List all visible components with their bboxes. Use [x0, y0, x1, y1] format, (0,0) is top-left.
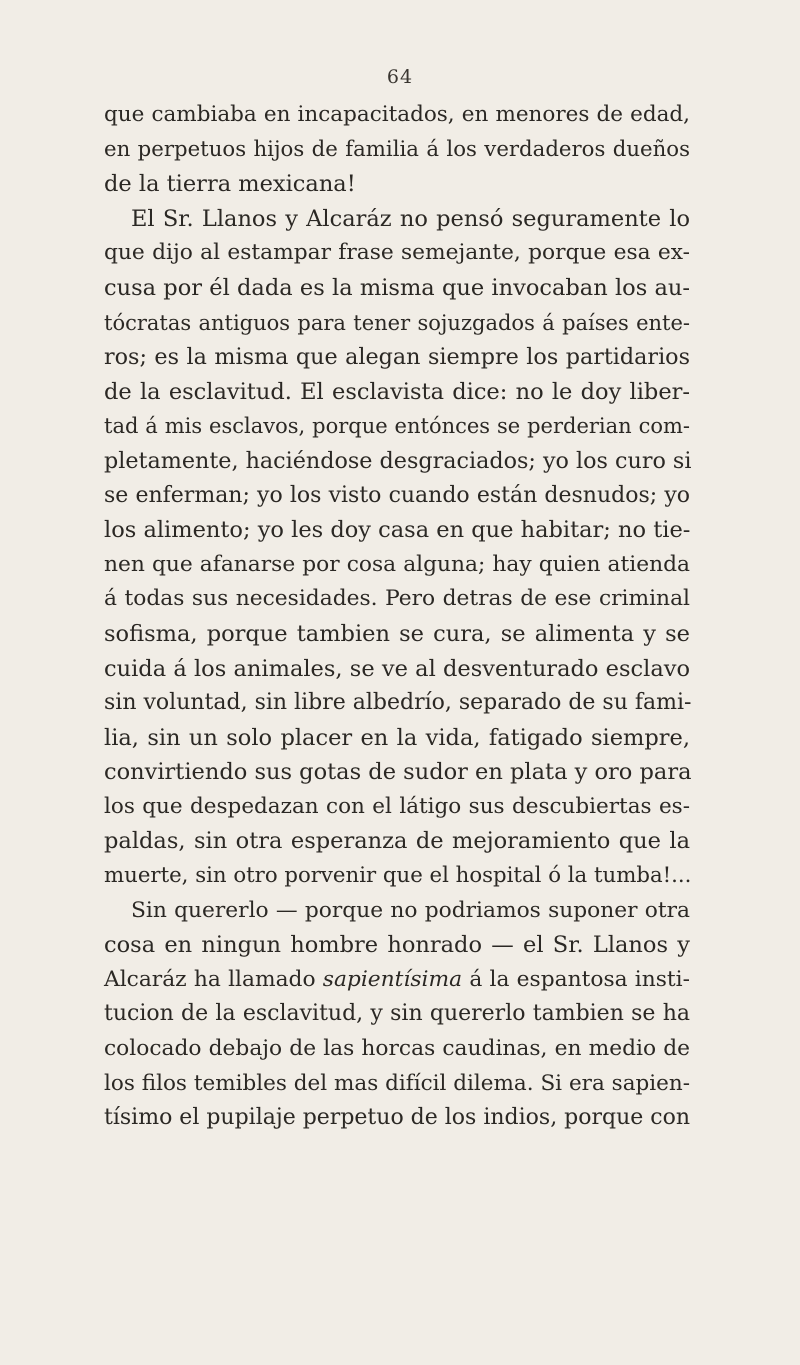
text-fragment: Alcaráz ha llamado [104, 966, 316, 992]
text-line: convirtiendo sus gotas de sudor en plata y oro para [104, 759, 692, 786]
text-line: de la esclavitud. El esclavista dice: no le doy liber- [104, 378, 690, 405]
text-line: colocado debajo de las horcas caudinas, en medio de [104, 1036, 690, 1062]
text-line: que cambiaba en incapacitados, en menores de edad, [104, 102, 690, 127]
text-line: sin voluntad, sin libre albedrío, separado de su fami- [104, 690, 692, 716]
text-line: sofisma, porque tambien se cura, se alimenta y se [104, 620, 690, 647]
text-line: tócratas antiguos para tener sojuzgados á países ente- [104, 310, 690, 335]
text-fragment: á la espantosa insti- [469, 966, 690, 992]
text-line: cuida á los animales, se ve al desventurado esclavo [104, 655, 690, 682]
text-line: á todas sus necesidades. Pero detras de ese criminal [104, 586, 690, 612]
text-line: se enferman; yo los visto cuando están desnudos; yo [104, 482, 690, 508]
italic-word: sapientísima [322, 966, 463, 992]
text-line: los alimento; yo les doy casa en que habitar; no tie- [104, 517, 691, 544]
text-line: nen que afanarse por cosa alguna; hay quien atienda [104, 551, 690, 577]
text-line: paldas, sin otra esperanza de mejoramiento que la [104, 828, 690, 855]
text-line: que dijo al estampar frase semejante, porque esa ex- [104, 240, 690, 266]
body-text [104, 98, 690, 1136]
text-line: tísimo el pupilaje perpetuo de los indios, porque con [104, 1105, 691, 1131]
text-line: ros; es la misma que alegan siempre los partidarios [104, 344, 690, 371]
text-line: muerte, sin otro porvenir que el hospital ó la tumba!... [104, 863, 692, 889]
text-line: de la tierra mexicana! [104, 171, 356, 198]
text-line: tucion de la esclavitud, y sin quererlo tambien se ha [104, 1001, 690, 1027]
text-line: lia, sin un solo placer en la vida, fatigado siempre, [104, 724, 690, 751]
text-line: en perpetuos hijos de familia á los verdaderos dueños [104, 136, 690, 162]
text-line: los filos temibles del mas difícil dilema. Si era sapien- [104, 1070, 690, 1096]
text-line: pletamente, haciéndose desgraciados; yo los curo si [104, 447, 692, 474]
text-line: los que despedazan con el látigo sus descubiertas es- [104, 793, 690, 819]
text-line: Sin quererlo — porque no podriamos suponer otra [131, 897, 690, 923]
text-line: El Sr. Llanos y Alcaráz no pensó seguramente lo [131, 205, 690, 232]
text-line: cosa en ningun hombre honrado — el Sr. Llanos y [104, 932, 690, 959]
text-line: tad á mis esclavos, porque entónces se perderian com- [104, 414, 690, 439]
page-number: 64 [386, 66, 414, 88]
text-line: cusa por él dada es la misma que invocaban los au- [104, 274, 690, 301]
text-line [104, 963, 690, 998]
